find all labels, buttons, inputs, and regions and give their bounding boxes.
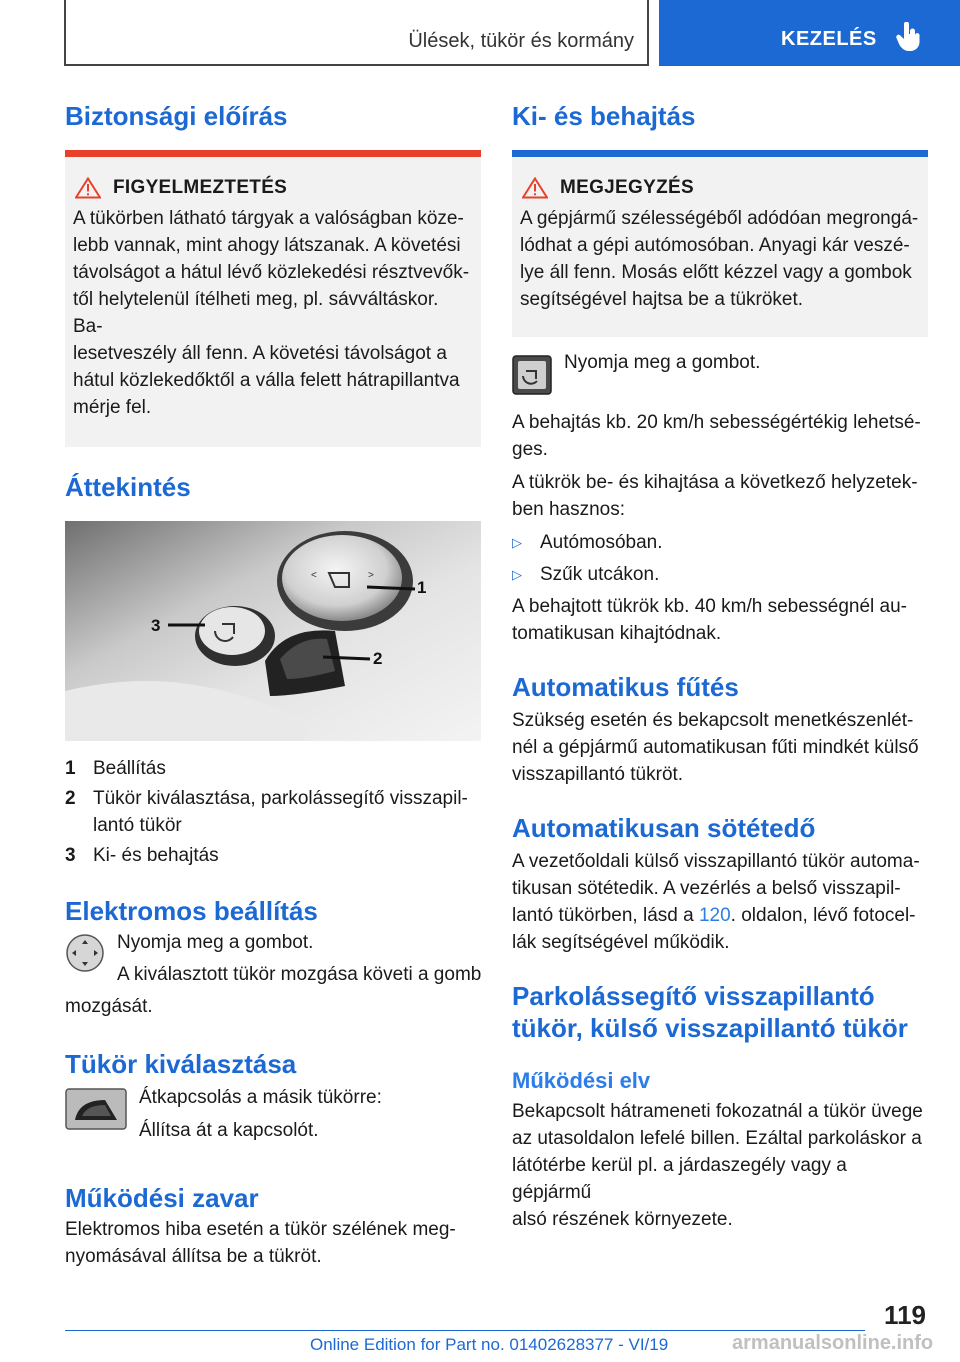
- callout-1: 1: [417, 578, 427, 597]
- warning-title: [75, 177, 473, 199]
- fold-line: A behajtás kb. 20 km/h sebességértékig lehetsé-: [512, 412, 921, 433]
- heat-heading: Automatikus fűtés: [512, 672, 739, 702]
- select-block: [65, 1084, 481, 1160]
- fold-mirror-button-icon: [512, 355, 552, 395]
- dim-text-part: lantó tükörben, lásd a: [512, 905, 699, 926]
- fold-line: tomatikusan kihajtódnak.: [512, 623, 722, 644]
- heat-line: visszapillantó tükröt.: [512, 764, 684, 785]
- fault-line: Elektromos hiba esetén a tükör szélének meg-: [65, 1219, 456, 1240]
- principle-text: [512, 1098, 928, 1233]
- joystick-button-icon: [65, 933, 105, 973]
- park-heading-line: tükör, külső visszapillantó tükör: [512, 1013, 908, 1043]
- warning-rule: [65, 150, 481, 157]
- safety-heading: Biztonsági előírás: [65, 101, 288, 131]
- dim-text: [512, 848, 928, 956]
- bullet-text: Szűk utcákon.: [540, 564, 660, 585]
- footer-rule: [65, 1330, 865, 1331]
- principle-heading: Működési elv: [512, 1068, 651, 1093]
- hand-pointer-icon: [896, 22, 922, 52]
- legend-item: [65, 842, 481, 869]
- park-heading-line: Parkolássegítő visszapillantó: [512, 981, 875, 1011]
- mirror-controls-figure: [65, 521, 481, 741]
- callout-2: 2: [373, 649, 383, 668]
- note-box: [512, 157, 928, 337]
- select-heading: Tükör kiválasztása: [65, 1049, 297, 1079]
- warning-line: hátul közlekedőktől a válla felett hátrapillantva: [73, 370, 460, 391]
- note-rule: [512, 150, 928, 157]
- legend-item: [65, 785, 481, 839]
- warning-box: [65, 157, 481, 447]
- fault-heading: Működési zavar: [65, 1183, 259, 1213]
- note-line: lódhat a gépi autómosóban. Anyagi kár veszé-: [520, 235, 910, 256]
- dim-line: A vezetőoldali külső visszapillantó tükör automa-: [512, 851, 920, 872]
- note-title-text: MEGJEGYZÉS: [560, 177, 694, 198]
- electric-heading: Elektromos beállítás: [65, 896, 318, 926]
- fold-paragraph-3: [512, 593, 928, 647]
- note-line: lye áll fenn. Mosás előtt kézzel vagy a gombok: [520, 262, 912, 283]
- dim-line: lák segítségével működik.: [512, 932, 730, 953]
- heat-line: nél a gépjármű automatikusan fűti mindkét külső: [512, 737, 919, 758]
- bullet-list: [512, 529, 928, 588]
- dim-heading: Automatikusan sötétedő: [512, 813, 816, 843]
- note-title: [522, 177, 920, 199]
- warning-triangle-icon: [75, 177, 101, 199]
- mirror-switch-icon: [65, 1088, 127, 1130]
- chapter-tab-label: KEZELÉS: [781, 28, 877, 50]
- legend-number: 3: [65, 845, 76, 866]
- list-item: [512, 529, 928, 556]
- overview-heading: Áttekintés: [65, 472, 191, 502]
- fold-paragraph-2: [512, 469, 928, 523]
- section-title: Ülések, tükör és kormány: [408, 30, 634, 52]
- principle-line: Bekapcsolt hátrameneti fokozatnál a tükör üvege: [512, 1101, 923, 1122]
- edition-text: Online Edition for Part no. 01402628377 - VI/19: [310, 1335, 669, 1354]
- bullet-triangle-icon: ▷: [512, 534, 522, 550]
- warning-line: mérje fel.: [73, 397, 152, 418]
- dim-line: tikusan sötétedik. A vezérlés a belső visszapil-: [512, 878, 901, 899]
- park-heading: [512, 980, 928, 1044]
- fold-line: A tükrök be- és kihajtása a következő helyzetek-: [512, 472, 918, 493]
- note-text: [520, 205, 920, 313]
- page-link-120[interactable]: 120: [698, 905, 731, 926]
- fold-paragraph-1: [512, 409, 928, 463]
- left-column: [65, 100, 481, 1270]
- principle-line: alsó részének környezete.: [512, 1209, 733, 1230]
- electric-description: A kiválasztott tükör mozgása követi a gomb: [117, 964, 482, 985]
- note-triangle-icon: [522, 177, 548, 199]
- heat-line: Szükség esetén és bekapcsolt menetkészenlét-: [512, 710, 914, 731]
- fold-button-block: [512, 353, 928, 401]
- figure-legend: [65, 755, 481, 869]
- legend-line: Tükör kiválasztása, parkolássegítő visszapil-: [93, 788, 468, 809]
- principle-line: az utasoldalon lefelé billen. Ezáltal parkoláskor a: [512, 1128, 922, 1149]
- legend-line: lantó tükör: [93, 815, 182, 836]
- page-number: 119: [884, 1300, 926, 1330]
- legend-number: 1: [65, 758, 76, 779]
- principle-line: látótérbe kerül pl. a járdaszegély vagy a gépjármű: [512, 1155, 847, 1203]
- select-instruction: Átkapcsolás a másik tükörre:: [139, 1087, 382, 1108]
- warning-line: lebb vannak, mint ahogy látszanak. A követési: [73, 235, 461, 256]
- warning-line: től helytelenül ítélheti meg, pl. sávváltáskor. Ba-: [73, 289, 439, 337]
- legend-number: 2: [65, 788, 76, 809]
- electric-instruction: Nyomja meg a gombot.: [117, 932, 314, 953]
- warning-line: lesetveszély áll fenn. A követési távolságot a: [73, 343, 447, 364]
- bullet-triangle-icon: ▷: [512, 566, 522, 582]
- electric-description-cont: mozgását.: [65, 996, 153, 1017]
- svg-text:>: >: [368, 570, 374, 581]
- legend-text: Beállítás: [93, 758, 166, 779]
- warning-line: távolságot a hátul lévő közlekedési résztvevők-: [73, 262, 470, 283]
- electric-block: [65, 929, 481, 993]
- note-line: A gépjármű szélességéből adódóan megrongá-: [520, 208, 919, 229]
- right-column: [512, 100, 928, 1233]
- note-line: segítségével hajtsa be a tükröket.: [520, 289, 804, 310]
- watermark: armanualsonline.info: [732, 1332, 934, 1354]
- dim-text-part: . oldalon, lévő fotocel-: [730, 905, 916, 926]
- warning-line: A tükörben látható tárgyak a valóságban köze-: [73, 208, 464, 229]
- fold-line: A behajtott tükrök kb. 40 km/h sebességnél au-: [512, 596, 908, 617]
- bullet-text: Autómosóban.: [540, 532, 663, 553]
- fault-line: nyomásával állítsa be a tükröt.: [65, 1246, 322, 1267]
- warning-title-text: FIGYELMEZTETÉS: [113, 177, 288, 198]
- legend-text: Ki- és behajtás: [93, 845, 219, 866]
- callout-3: 3: [151, 616, 161, 635]
- list-item: [512, 561, 928, 588]
- heat-text: [512, 707, 928, 788]
- legend-text: [93, 785, 468, 839]
- svg-text:<: <: [311, 570, 317, 581]
- select-description: Állítsa át a kapcsolót.: [139, 1120, 319, 1141]
- dim-line: [512, 902, 928, 929]
- fold-line: ben hasznos:: [512, 499, 626, 520]
- legend-item: [65, 755, 481, 782]
- warning-text: [73, 205, 473, 421]
- fold-heading: Ki- és behajtás: [512, 101, 696, 131]
- page-header: [0, 0, 960, 66]
- fold-line: ges.: [512, 439, 548, 460]
- fault-text: [65, 1216, 481, 1270]
- fold-instruction: Nyomja meg a gombot.: [564, 352, 761, 373]
